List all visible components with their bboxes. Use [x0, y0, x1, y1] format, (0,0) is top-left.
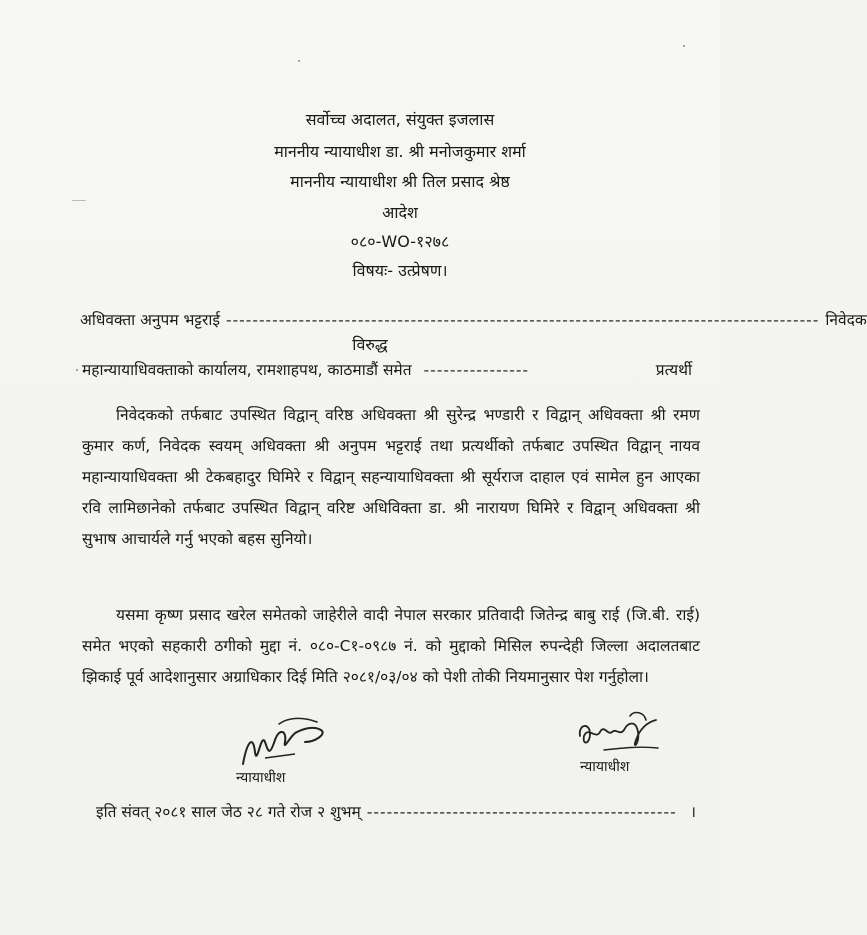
- court-name: सर्वोच्च अदालत, संयुक्त इजलास: [305, 110, 495, 129]
- scan-speck: [298, 60, 300, 62]
- dash-leader: ------------------------------------------------------------------------------------------: [225, 311, 820, 329]
- petitioner-row: [80, 308, 867, 330]
- petitioner-role: निवेदक: [825, 311, 867, 329]
- judge-2-name: माननीय न्यायाधीश श्री तिल प्रसाद श्रेष्ठ: [290, 172, 510, 191]
- left-judge-signature-label: न्यायाधीश: [236, 770, 286, 786]
- right-signature-scribble: [574, 706, 664, 762]
- left-signature-scribble: [235, 712, 335, 774]
- right-judge-signature-label: न्यायाधीश: [580, 759, 630, 775]
- respondent-row: [82, 358, 692, 380]
- dash-leader: -----------------------------------------------: [366, 803, 677, 821]
- closing-end-mark: ।: [690, 803, 696, 821]
- closing-line: [96, 800, 696, 822]
- judge-1-name: माननीय न्यायाधीश डा. श्री मनोजकुमार शर्मा: [274, 142, 526, 161]
- versus-label: विरुद्ध: [352, 335, 388, 354]
- petitioner-name: अधिवक्ता अनुपम भट्टराई: [80, 311, 220, 329]
- closing-text: इति संवत् २०८१ साल जेठ २८ गते रोज २ शुभम्: [96, 803, 361, 821]
- order-paragraph: यसमा कृष्ण प्रसाद खरेल समेतको जाहेरीले वादी नेपाल सरकार प्रतिवादी जितेन्द्र बाबु राई (जि.बी. राई) समेत भएको सहकारी ठगीको मुद्दा नं. ०८०-C१-०९८७ नं. को मुद्दाको मिसिल रुपन्देही जिल्ला अदालतबाट झिकाई पूर्व आदेशानुसार अग्राधिकार दिई मिति २०८१/०३/०४ को पेशी तोकी नियमानुसार पेश गर्नुहोला।: [82, 606, 700, 686]
- respondent-role: प्रत्यर्थी: [655, 361, 692, 379]
- respondent-name: महान्यायाधिवक्ताको कार्यालय, रामशाहपथ, काठमाडौं समेत: [82, 361, 412, 379]
- dash-leader: ----------------: [423, 361, 530, 379]
- case-subject: विषयः- उत्प्रेषण।: [352, 261, 448, 280]
- scan-speck: [683, 45, 685, 47]
- case-number: ०८०-WO-१२७८: [350, 232, 450, 251]
- hearing-paragraph: निवेदकको तर्फबाट उपस्थित विद्वान् वरिष्ठ अधिवक्ता श्री सुरेन्द्र भण्डारी र विद्वान् अधिवक्ता श्री रमण कुमार कर्ण, निवेदक स्वयम् अधिवक्ता श्री अनुपम भट्टराई तथा प्रत्यर्थीको तर्फबाट उपस्थित विद्वान् नायव महान्यायाधिवक्ता श्री टेकबहादुर घिमिरे र विद्वान् सहन्यायाधिवक्ता श्री सूर्यराज दाहाल एवं सामेल हुन आएका रवि लामिछानेको तर्फबाट उपस्थित विद्वान् वरिष्ट अधिविक्ता डा. श्री नारायण घिमिरे र विद्वान् अधिवक्ता श्री सुभाष आचार्यले गर्नु भएको बहस सुनियो।: [82, 406, 700, 548]
- scan-speck: [76, 369, 78, 371]
- document-type: आदेश: [382, 203, 418, 222]
